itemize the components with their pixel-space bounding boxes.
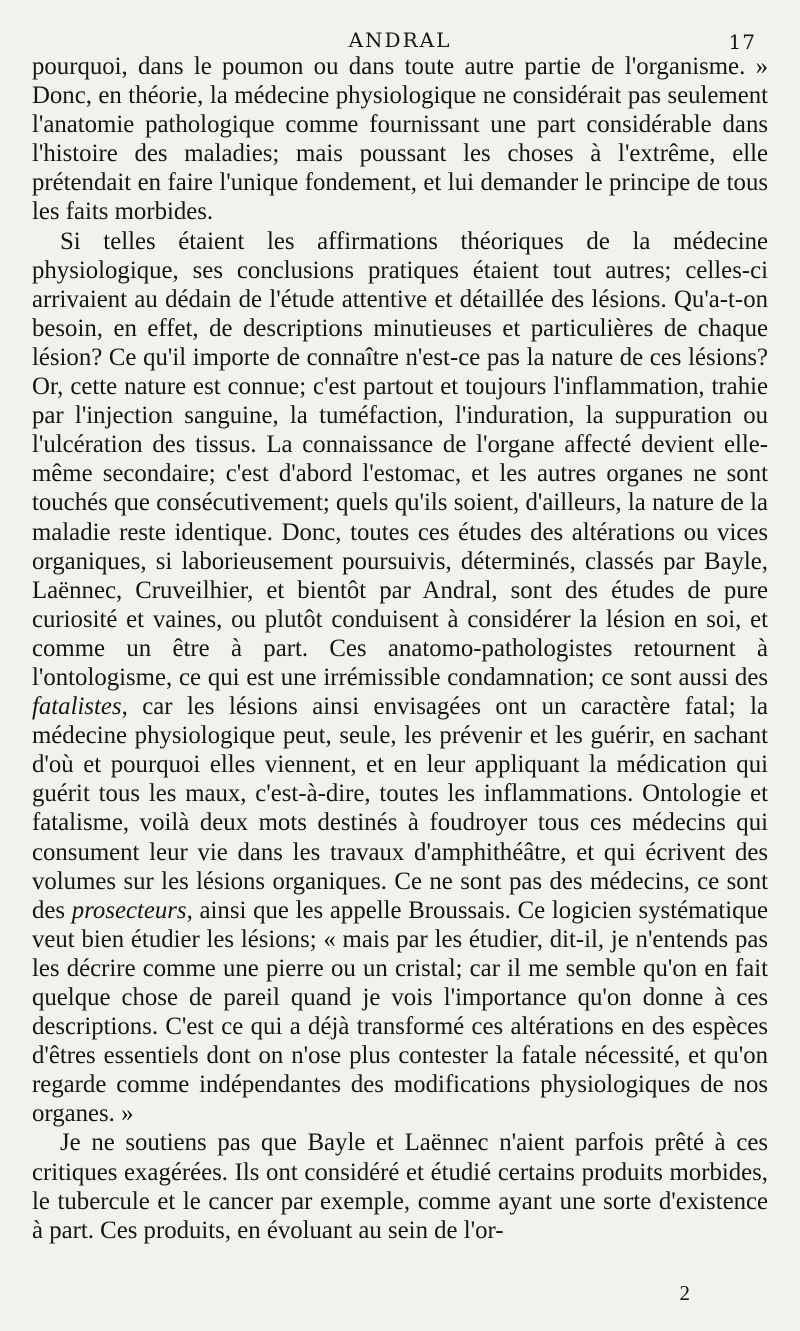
body-text <box>32 52 768 1245</box>
paragraph-1 <box>32 52 768 227</box>
paragraph-3 <box>32 1128 768 1244</box>
paragraph-2 <box>32 227 768 1129</box>
italic-term-fatalistes: fatalistes <box>32 693 122 721</box>
paragraph-3-text: Je ne soutiens pas que Bayle et Laënnec n'aient parfois prêté à ces critiques exagérées. Ils ont considéré et étudié certains produits morbides, le tubercule et le cancer par exemple, comme ayant une sorte d'existence à part. Ces produits, en évoluant au sein de l'or- <box>32 1129 768 1244</box>
paragraph-1-text: pourquoi, dans le poumon ou dans toute autre partie de l'organisme. » Donc, en théorie, la médecine physiologique ne considérait pas seulement l'anatomie pathologique comme fournissant une part considérable dans l'histoire des maladies; mais poussant les choses à l'extrême, elle prétendait en faire l'unique fondement, et lui demander le principe de tous les faits morbides. <box>32 53 768 226</box>
paragraph-2-text-c: , ainsi que les appelle Broussais. Ce logicien systématique veut bien étudier les lésions; « mais par les étudier, dit-il, je n'entends pas les décrire comme une pierre ou un cristal; car il me semble qu'on en fait quelque chose de pareil quand je vois l'importance qu'on donne à ces descriptions. C'est ce qui a déjà transformé ces altérations en des espèces d'êtres essentiels dont on n'ose plus contester la fatale nécessité, et qu'on regarde comme indépendantes des modifications physiologiques de nos organes. » <box>32 896 768 1128</box>
paragraph-2-text-b: , car les lésions ainsi envisagées ont un caractère fatal; la médecine physiologique peut, seule, les prévenir et les guérir, en sachant d'où et pourquoi elles viennent, et en leur appliquant la médication qui guérit tous les maux, c'est-à-dire, toutes les inflammations. Ontologie et fatalisme, voilà deux mots destinés à foudroyer tous ces médecins qui consument leur vie dans les travaux d'amphithéâtre, et qui écrivent des volumes sur les lésions organiques. Ce ne sont pas des médecins, ce sont des <box>32 693 768 924</box>
italic-term-prosecteurs: prosecteurs <box>71 896 187 924</box>
running-title: ANDRAL <box>348 28 452 52</box>
page-number: 17 <box>728 30 756 54</box>
paragraph-2-text-a: Si telles étaient les affirmations théoriques de la médecine physiologique, ses conclusions pratiques étaient tout autres; celles-ci arrivaient au dédain de l'étude attentive et détaillée des lésions. Qu'a-t-on besoin, en effet, de descriptions minutieuses et particulières de chaque lésion? Ce qu'il importe de connaître n'est-ce pas la nature de ces lésions? Or, cette nature est connue; c'est partout et toujours l'inflammation, trahie par l'injection sanguine, la tuméfaction, l'induration, la suppuration ou l'ulcération des tissus. La connaissance de l'organe affecté devient elle-même secondaire; c'est d'abord l'estomac, et les autres organes ne sont touchés que consécutivement; quels qu'ils soient, d'ailleurs, la nature de la maladie reste identique. Donc, toutes ces études des altérations ou vices organiques, si laborieusement poursuivis, déterminés, classés par Bayle, Laënnec, Cruveilhier, et bientôt par Andral, sont des études de pure curiosité et vaines, ou plutôt conduisent à considérer la lésion en soi, et comme un être à part. Ces anatomo-pathologistes retournent à l'ontologisme, ce qui est une irrémissible condamnation; ce sont aussi des <box>32 227 768 691</box>
signature-mark: 2 <box>679 1281 690 1305</box>
running-header <box>32 22 768 52</box>
